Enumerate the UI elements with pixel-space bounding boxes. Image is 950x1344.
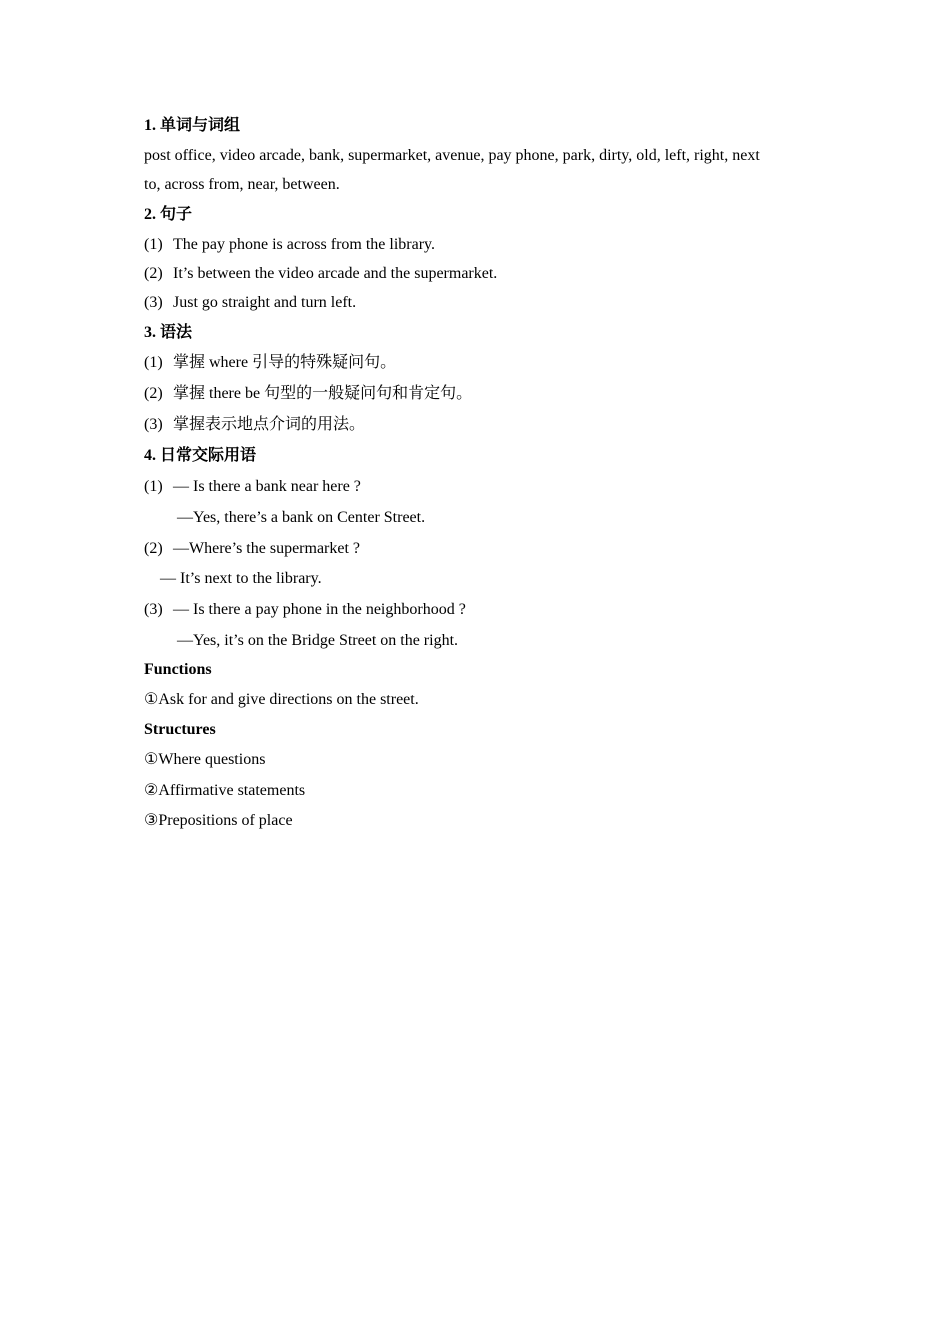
item-text: 掌握 there be 句型的一般疑问句和肯定句。 — [173, 385, 473, 402]
section-1-heading: 1. 单词与词组 — [144, 117, 241, 134]
grammar-item — [144, 415, 365, 435]
dialogue-question — [144, 539, 360, 559]
dialogue-question — [144, 477, 361, 497]
item-text: The pay phone is across from the library. — [173, 236, 435, 253]
dialogue-answer: —Yes, there’s a bank on Center Street. — [177, 509, 426, 526]
vocab-line-1: post office, video arcade, bank, supermarket, avenue, pay phone, park, dirty, old, left, right, next — [144, 147, 760, 164]
sentence-item — [144, 264, 497, 284]
question-text: — Is there a bank near here ? — [173, 478, 361, 495]
sentence-item — [144, 235, 435, 255]
functions-item: ①Ask for and give directions on the street. — [144, 691, 419, 708]
section-4-heading: 4. 日常交际用语 — [144, 447, 257, 464]
structures-item: ③Prepositions of place — [144, 812, 293, 829]
functions-heading: Functions — [144, 661, 212, 678]
dialogue-answer: —Yes, it’s on the Bridge Street on the right. — [177, 632, 459, 649]
vocab-line-2: to, across from, near, between. — [144, 176, 340, 193]
item-number: (2) — [144, 265, 163, 282]
item-text: Just go straight and turn left. — [173, 294, 357, 311]
item-text: It’s between the video arcade and the supermarket. — [173, 265, 498, 282]
sentence-item — [144, 293, 356, 313]
item-text: 掌握表示地点介词的用法。 — [173, 416, 366, 433]
item-number: (3) — [144, 601, 163, 618]
item-number: (3) — [144, 416, 163, 433]
structures-item: ②Affirmative statements — [144, 782, 306, 799]
question-text: — Is there a pay phone in the neighborhood ? — [173, 601, 466, 618]
dialogue-answer: — It’s next to the library. — [160, 570, 322, 587]
structures-item: ①Where questions — [144, 751, 266, 768]
item-number: (1) — [144, 354, 163, 371]
grammar-item — [144, 384, 472, 404]
section-2-heading: 2. 句子 — [144, 206, 193, 223]
dialogue-question — [144, 600, 466, 620]
section-3-heading: 3. 语法 — [144, 324, 193, 341]
item-number: (2) — [144, 540, 163, 557]
item-number: (1) — [144, 478, 163, 495]
structures-heading: Structures — [144, 721, 216, 738]
item-number: (2) — [144, 385, 163, 402]
grammar-item — [144, 353, 396, 373]
question-text: —Where’s the supermarket ? — [173, 540, 361, 557]
item-number: (3) — [144, 294, 163, 311]
item-text: 掌握 where 引导的特殊疑问句。 — [173, 354, 397, 371]
item-number: (1) — [144, 236, 163, 253]
